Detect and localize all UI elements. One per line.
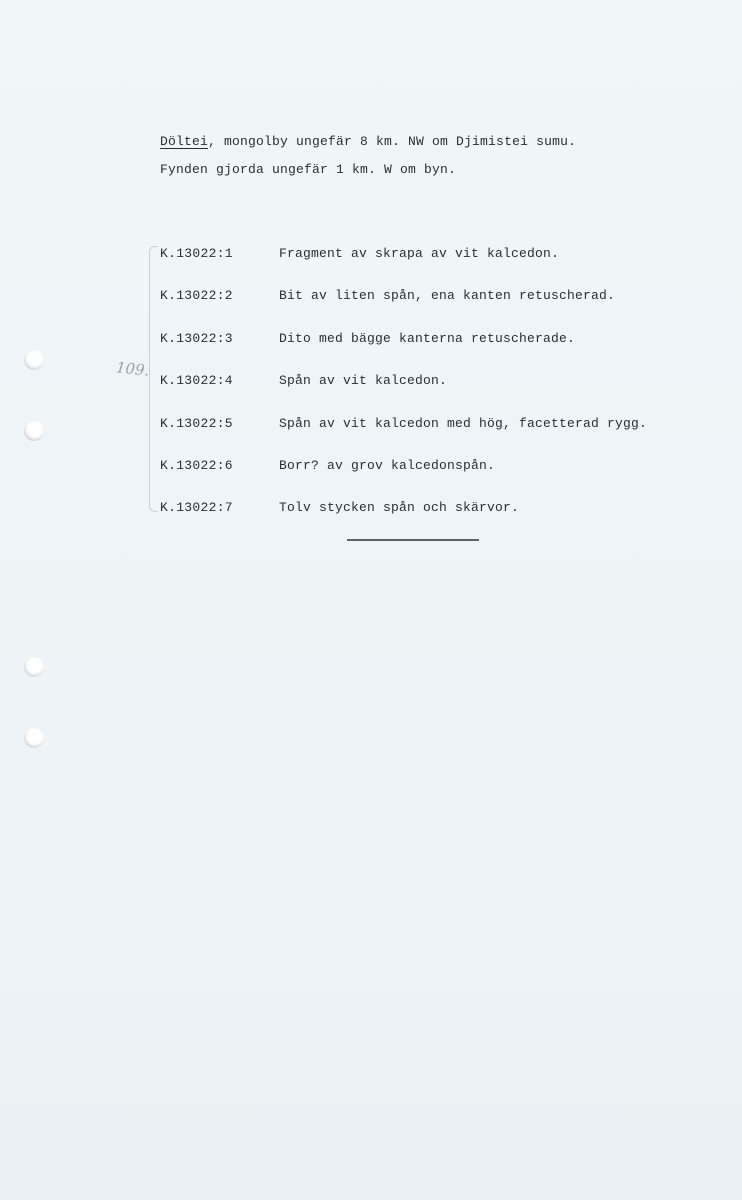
- catalog-description: Borr? av grov kalcedonspån.: [279, 458, 496, 473]
- catalog-description: Bit av liten spån, ena kanten retuscherad.: [279, 288, 616, 303]
- catalog-description: Dito med bägge kanterna retuscherade.: [279, 331, 576, 346]
- site-description-line: [160, 134, 576, 149]
- end-rule-divider: [347, 539, 479, 541]
- catalog-number: K.13022:1: [160, 246, 233, 261]
- punch-hole: [24, 350, 44, 370]
- catalog-number: K.13022:4: [160, 373, 233, 388]
- catalog-number: K.13022:7: [160, 500, 233, 515]
- catalog-number: K.13022:2: [160, 288, 233, 303]
- find-location-line: Fynden gjorda ungefär 1 km. W om byn.: [160, 162, 457, 177]
- catalog-number: K.13022:3: [160, 331, 233, 346]
- place-name: Döltei: [160, 134, 209, 149]
- punch-hole: [24, 728, 44, 748]
- handwritten-margin-note: 109.: [115, 358, 151, 380]
- catalog-description: Fragment av skrapa av vit kalcedon.: [279, 246, 560, 261]
- punch-hole: [24, 421, 44, 441]
- margin-bracket: [149, 246, 158, 512]
- catalog-number: K.13022:5: [160, 416, 233, 431]
- catalog-description: Spån av vit kalcedon med hög, facetterad rygg.: [279, 416, 648, 431]
- catalog-description: Tolv stycken spån och skärvor.: [279, 500, 520, 515]
- catalog-description: Spån av vit kalcedon.: [279, 373, 448, 388]
- punch-hole: [24, 657, 44, 677]
- catalog-number: K.13022:6: [160, 458, 233, 473]
- site-location-text: , mongolby ungefär 8 km. NW om Djimistei sumu.: [208, 134, 577, 149]
